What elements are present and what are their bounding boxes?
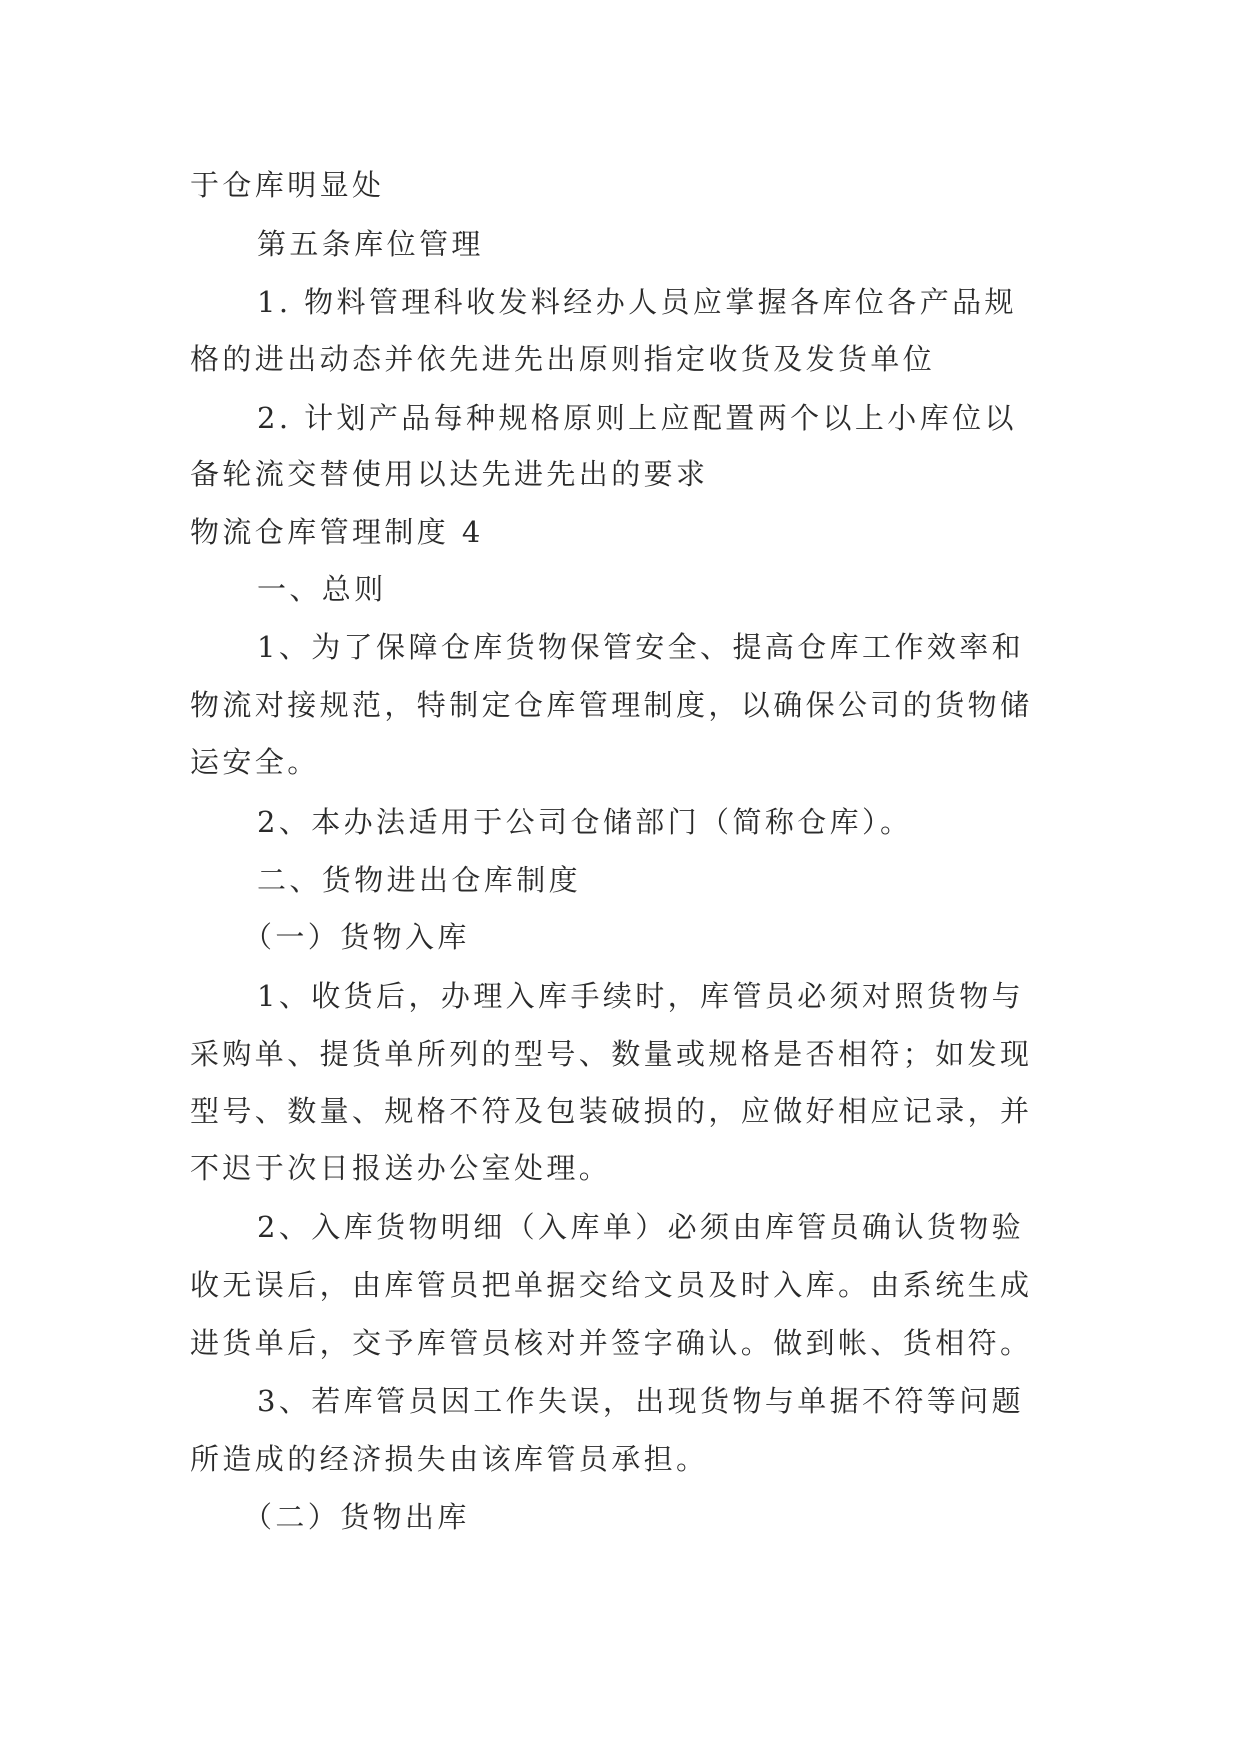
subsection-heading: （一）货物入库 — [243, 920, 470, 954]
text-line: 采购单、提货单所列的型号、数量或规格是否相符；如发现 — [190, 1037, 1033, 1071]
text-line: 1、为了保障仓库货物保管安全、提高仓库工作效率和 — [257, 630, 1025, 664]
text-line: 备轮流交替使用以达先进先出的要求 — [190, 457, 709, 491]
text-line: 不迟于次日报送办公室处理。 — [190, 1151, 612, 1185]
section-heading: 一、总则 — [257, 572, 387, 606]
text-line: 1、收货后，办理入库手续时，库管员必须对照货物与 — [257, 979, 1025, 1013]
text-line: 3、若库管员因工作失误，出现货物与单据不符等问题 — [257, 1384, 1025, 1418]
text-line: 格的进出动态并依先进先出原则指定收货及发货单位 — [190, 342, 936, 376]
text-line: 收无误后，由库管员把单据交给文员及时入库。由系统生成 — [190, 1268, 1033, 1302]
text-line: 2、本办法适用于公司仓储部门（简称仓库）。 — [257, 805, 913, 839]
text-line: 型号、数量、规格不符及包装破损的，应做好相应记录，并 — [190, 1094, 1033, 1128]
text-line: 所造成的经济损失由该库管员承担。 — [190, 1442, 709, 1476]
section-heading: 二、货物进出仓库制度 — [257, 863, 582, 897]
text-line: 1. 物料管理科收发料经办人员应掌握各库位各产品规 — [257, 285, 1017, 319]
subsection-heading: （二）货物出库 — [243, 1500, 470, 1534]
text-line: 运安全。 — [190, 745, 320, 779]
text-line: 2、入库货物明细（入库单）必须由库管员确认货物验 — [257, 1210, 1025, 1244]
text-line: 物流对接规范，特制定仓库管理制度，以确保公司的货物储 — [190, 688, 1033, 722]
section-heading: 第五条库位管理 — [257, 227, 484, 261]
text-line: 2. 计划产品每种规格原则上应配置两个以上小库位以 — [257, 401, 1017, 435]
document-subtitle: 物流仓库管理制度 4 — [190, 515, 484, 549]
text-line: 于仓库明显处 — [190, 168, 385, 202]
text-line: 进货单后，交予库管员核对并签字确认。做到帐、货相符。 — [190, 1326, 1033, 1360]
